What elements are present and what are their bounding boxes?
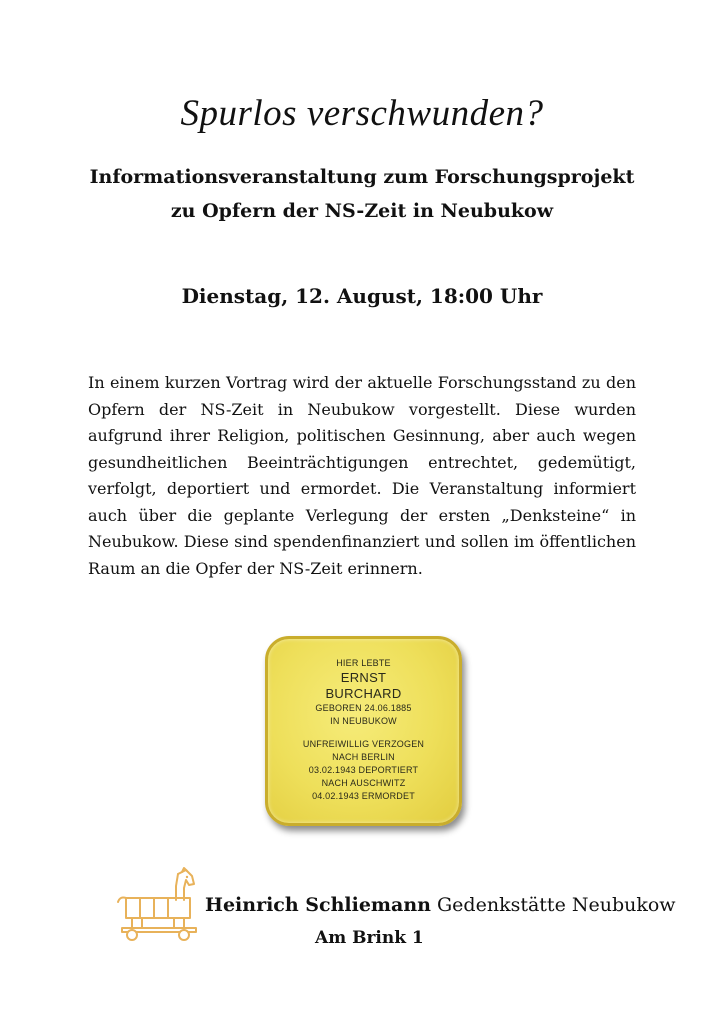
subtitle-line-1: Informationsveranstaltung zum Forschungsprojekt	[89, 166, 635, 188]
subtitle	[0, 160, 724, 228]
subtitle-line-2: zu Opfern der NS-Zeit in Neubukow	[170, 200, 554, 222]
stone-born: GEBOREN 24.06.1885	[315, 703, 412, 713]
body-paragraph: In einem kurzen Vortrag wird der aktuelle Forschungsstand zu den Opfern der NS-Zeit in Neubukow vorgestellt. Diese wurden aufgrund ihrer Religion, politischen Gesinnung, aber auch wegen gesundheitlichen Beeinträchtigungen entrechtet, gedemütigt, verfolgt, deportiert und ermordet. Die Veranstaltung informiert auch über die geplante Verlegung der ersten „Denksteine“ in Neubukow. Diese sind spendenfinanziert und sollen im öffentlichen Raum an die Opfer der NS-Zeit erinnern.	[88, 373, 636, 578]
institution-name	[205, 894, 676, 916]
stone-first-name: ERNST	[340, 670, 387, 685]
stone-moved-to: NACH BERLIN	[332, 752, 395, 762]
institution-name-bold: Heinrich Schliemann	[205, 894, 431, 916]
stone-born-place: IN NEUBUKOW	[330, 716, 397, 726]
address: Am Brink 1	[315, 928, 424, 948]
stone-murdered: 04.02.1943 ERMORDET	[312, 791, 415, 801]
page-title: Spurlos verschwunden?	[180, 93, 544, 134]
stone-moved: UNFREIWILLIG VERZOGEN	[302, 739, 425, 749]
event-date: Dienstag, 12. August, 18:00 Uhr	[181, 284, 543, 308]
stone-deported-to: NACH AUSCHWITZ	[321, 778, 406, 788]
stone-deported: 03.02.1943 DEPORTIERT	[308, 765, 419, 775]
stolperstein-image	[265, 636, 462, 826]
trojan-horse-icon	[116, 866, 204, 942]
institution-name-rest: Gedenkstätte Neubukow	[430, 894, 676, 916]
stone-last-name: BURCHARD	[325, 686, 402, 701]
stone-line-hier-lebte: HIER LEBTE	[336, 658, 391, 668]
